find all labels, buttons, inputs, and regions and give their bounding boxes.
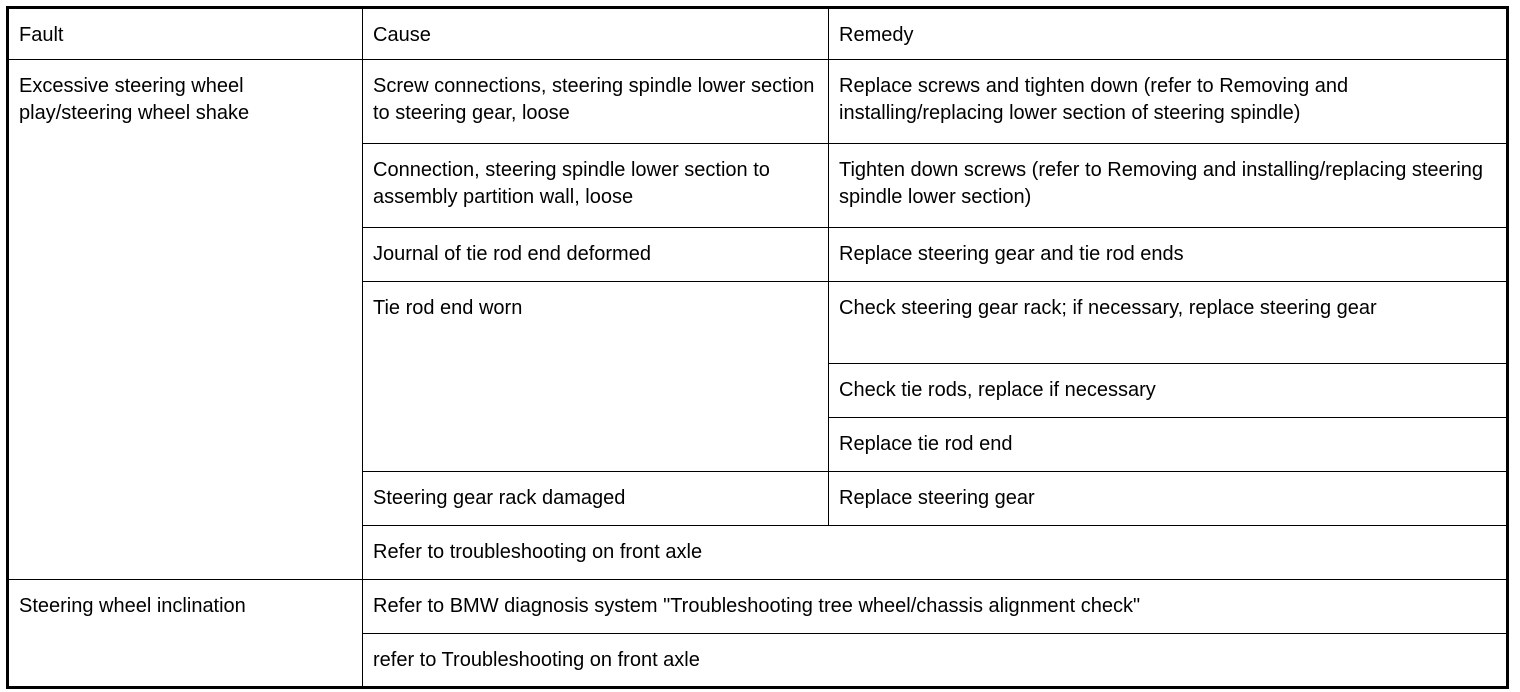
cause-cell: Screw connections, steering spindle lower section to steering gear, loose — [363, 60, 829, 144]
remedy-cell: Replace screws and tighten down (refer to Removing and installing/replacing lower section of steering spindle) — [829, 60, 1508, 144]
remedy-cell: Replace tie rod end — [829, 418, 1508, 472]
cause-cell: Steering gear rack damaged — [363, 472, 829, 526]
note-cell: Refer to troubleshooting on front axle — [363, 526, 1508, 580]
remedy-cell: Replace steering gear — [829, 472, 1508, 526]
remedy-cell: Check tie rods, replace if necessary — [829, 364, 1508, 418]
header-cause: Cause — [363, 8, 829, 60]
remedy-cell: Tighten down screws (refer to Removing and installing/replacing steering spindle lower section) — [829, 144, 1508, 228]
remedy-cell: Check steering gear rack; if necessary, replace steering gear — [829, 282, 1508, 364]
troubleshooting-table — [6, 6, 1509, 689]
cause-cell: Tie rod end worn — [363, 282, 829, 472]
header-remedy: Remedy — [829, 8, 1508, 60]
fault-cell: Steering wheel inclination — [8, 580, 363, 688]
table-header-row — [8, 8, 1508, 60]
note-cell: Refer to BMW diagnosis system "Troubleshooting tree wheel/chassis alignment check" — [363, 580, 1508, 634]
table-row — [8, 60, 1508, 144]
header-fault: Fault — [8, 8, 363, 60]
cause-cell: Connection, steering spindle lower section to assembly partition wall, loose — [363, 144, 829, 228]
table-row — [8, 580, 1508, 634]
fault-cell: Excessive steering wheel play/steering wheel shake — [8, 60, 363, 580]
cause-cell: Journal of tie rod end deformed — [363, 228, 829, 282]
note-cell: refer to Troubleshooting on front axle — [363, 634, 1508, 688]
remedy-cell: Replace steering gear and tie rod ends — [829, 228, 1508, 282]
